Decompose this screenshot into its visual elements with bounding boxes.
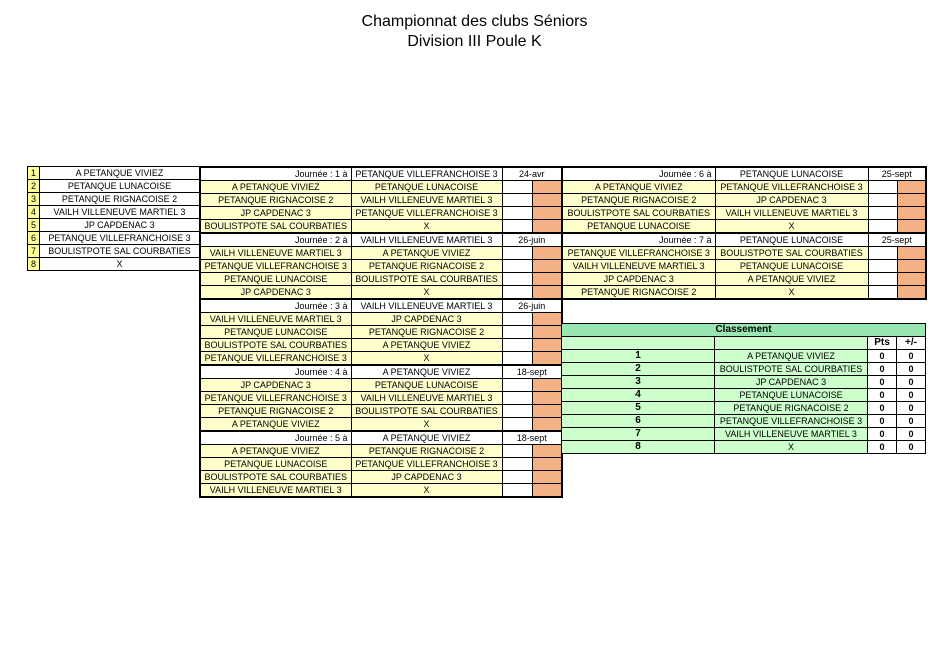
ranking-team: PETANQUE VILLEFRANCHOISE 3: [715, 415, 868, 428]
ranking-team: VAILH VILLENEUVE MARTIEL 3: [715, 428, 868, 441]
journee-host: PETANQUE VILLEFRANCHOISE 3: [351, 167, 502, 181]
club-number: 4: [28, 206, 40, 219]
ranking-rank: 4: [562, 389, 715, 402]
match-home-team: PETANQUE VILLEFRANCHOISE 3: [200, 352, 351, 366]
club-row: [28, 180, 200, 193]
match-away-team: A PETANQUE VIVIEZ: [351, 247, 502, 260]
ranking-rank: 5: [562, 402, 715, 415]
match-away-team: X: [351, 418, 502, 432]
ranking-rank: 1: [562, 350, 715, 363]
ranking-team: X: [715, 441, 868, 454]
journee-date: 25-sept: [868, 233, 926, 247]
match-score-home: [502, 313, 532, 326]
match-row: [200, 207, 562, 220]
match-score-away: [532, 379, 562, 392]
match-away-team: VAILH VILLENEUVE MARTIEL 3: [715, 207, 868, 220]
ranking-points: 0: [868, 441, 897, 454]
ranking-table: [561, 323, 926, 454]
journee-date: 18-sept: [502, 365, 562, 379]
ranking-row: [562, 415, 926, 428]
match-row: [200, 181, 562, 194]
club-number: 6: [28, 232, 40, 245]
match-home-team: VAILH VILLENEUVE MARTIEL 3: [200, 313, 351, 326]
match-score-home: [868, 273, 897, 286]
match-score-away: [532, 273, 562, 286]
ranking-difference: 0: [897, 376, 926, 389]
club-name: PETANQUE RIGNACOISE 2: [40, 193, 200, 206]
ranking-row: [562, 363, 926, 376]
journee-date: 26-juin: [502, 299, 562, 313]
ranking-rank: 2: [562, 363, 715, 376]
schedule-right-table: [561, 166, 927, 300]
match-away-team: PETANQUE RIGNACOISE 2: [351, 445, 502, 458]
ranking-points: 0: [868, 363, 897, 376]
match-home-team: BOULISTPOTE SAL COURBATIES: [200, 339, 351, 352]
match-row: [200, 484, 562, 498]
match-score-home: [502, 207, 532, 220]
journee-label: Journée : 3 à: [200, 299, 351, 313]
match-away-team: PETANQUE LUNACOISE: [351, 379, 502, 392]
match-away-team: VAILH VILLENEUVE MARTIEL 3: [351, 392, 502, 405]
club-name: VAILH VILLENEUVE MARTIEL 3: [40, 206, 200, 219]
match-row: [562, 207, 926, 220]
page-subtitle: Division III Poule K: [407, 33, 542, 50]
journee-header: [200, 299, 562, 313]
match-score-away: [532, 405, 562, 418]
journee-label: Journée : 6 à: [562, 167, 715, 181]
match-home-team: JP CAPDENAC 3: [562, 273, 715, 286]
club-name: JP CAPDENAC 3: [40, 219, 200, 232]
match-away-team: JP CAPDENAC 3: [715, 194, 868, 207]
match-home-team: JP CAPDENAC 3: [200, 207, 351, 220]
match-score-home: [502, 326, 532, 339]
match-home-team: BOULISTPOTE SAL COURBATIES: [562, 207, 715, 220]
match-away-team: BOULISTPOTE SAL COURBATIES: [715, 247, 868, 260]
ranking-row: [562, 376, 926, 389]
match-home-team: PETANQUE VILLEFRANCHOISE 3: [200, 392, 351, 405]
match-home-team: VAILH VILLENEUVE MARTIEL 3: [200, 247, 351, 260]
match-score-away: [532, 458, 562, 471]
match-score-home: [868, 194, 897, 207]
match-home-team: PETANQUE LUNACOISE: [562, 220, 715, 234]
match-score-away: [897, 260, 926, 273]
match-score-away: [532, 445, 562, 458]
ranking-difference: 0: [897, 389, 926, 402]
ranking-points: 0: [868, 389, 897, 402]
match-away-team: PETANQUE VILLEFRANCHOISE 3: [351, 458, 502, 471]
match-away-team: X: [351, 286, 502, 300]
match-home-team: PETANQUE LUNACOISE: [200, 458, 351, 471]
ranking-team: PETANQUE LUNACOISE: [715, 389, 868, 402]
match-score-away: [532, 471, 562, 484]
match-home-team: A PETANQUE VIVIEZ: [562, 181, 715, 194]
match-away-team: A PETANQUE VIVIEZ: [715, 273, 868, 286]
club-number: 5: [28, 219, 40, 232]
ranking-team: JP CAPDENAC 3: [715, 376, 868, 389]
journee-label: Journée : 1 à: [200, 167, 351, 181]
match-home-team: JP CAPDENAC 3: [200, 379, 351, 392]
ranking-points: 0: [868, 415, 897, 428]
ranking-rank: 3: [562, 376, 715, 389]
match-away-team: JP CAPDENAC 3: [351, 471, 502, 484]
match-home-team: VAILH VILLENEUVE MARTIEL 3: [200, 484, 351, 498]
journee-date: 25-sept: [868, 167, 926, 181]
ranking-difference: 0: [897, 402, 926, 415]
journee-host: A PETANQUE VIVIEZ: [351, 431, 502, 445]
match-away-team: BOULISTPOTE SAL COURBATIES: [351, 405, 502, 418]
match-row: [200, 326, 562, 339]
club-row: [28, 232, 200, 245]
match-home-team: BOULISTPOTE SAL COURBATIES: [200, 220, 351, 234]
match-score-home: [868, 286, 897, 300]
match-score-away: [897, 286, 926, 300]
match-score-away: [532, 313, 562, 326]
match-score-home: [502, 484, 532, 498]
journee-header: [200, 167, 562, 181]
match-row: [200, 220, 562, 234]
ranking-difference: 0: [897, 415, 926, 428]
match-score-away: [532, 286, 562, 300]
match-score-away: [532, 194, 562, 207]
match-row: [200, 247, 562, 260]
club-row: [28, 258, 200, 271]
match-score-home: [502, 471, 532, 484]
ranking-points: 0: [868, 428, 897, 441]
club-number: 7: [28, 245, 40, 258]
match-row: [200, 352, 562, 366]
club-row: [28, 193, 200, 206]
match-score-away: [532, 418, 562, 432]
club-name: PETANQUE LUNACOISE: [40, 180, 200, 193]
match-score-home: [502, 194, 532, 207]
match-row: [562, 247, 926, 260]
match-score-away: [532, 260, 562, 273]
match-away-team: BOULISTPOTE SAL COURBATIES: [351, 273, 502, 286]
match-row: [200, 392, 562, 405]
match-row: [200, 286, 562, 300]
club-row: [28, 219, 200, 232]
match-score-away: [532, 339, 562, 352]
journee-host: PETANQUE LUNACOISE: [715, 233, 868, 247]
journee-header: [200, 365, 562, 379]
match-home-team: PETANQUE RIGNACOISE 2: [200, 405, 351, 418]
match-home-team: A PETANQUE VIVIEZ: [200, 418, 351, 432]
ranking-rank: 7: [562, 428, 715, 441]
match-row: [562, 181, 926, 194]
match-home-team: VAILH VILLENEUVE MARTIEL 3: [562, 260, 715, 273]
match-score-away: [532, 207, 562, 220]
match-row: [200, 405, 562, 418]
match-score-home: [502, 392, 532, 405]
ranking-difference: 0: [897, 441, 926, 454]
match-score-home: [502, 339, 532, 352]
match-home-team: JP CAPDENAC 3: [200, 286, 351, 300]
ranking-difference: 0: [897, 350, 926, 363]
match-score-home: [502, 220, 532, 234]
match-score-home: [502, 418, 532, 432]
match-score-home: [868, 260, 897, 273]
match-score-home: [868, 207, 897, 220]
match-home-team: PETANQUE VILLEFRANCHOISE 3: [562, 247, 715, 260]
match-score-away: [532, 352, 562, 366]
match-score-away: [897, 273, 926, 286]
match-away-team: JP CAPDENAC 3: [351, 313, 502, 326]
match-away-team: PETANQUE VILLEFRANCHOISE 3: [351, 207, 502, 220]
journee-header: [200, 431, 562, 445]
match-score-away: [532, 392, 562, 405]
club-number: 8: [28, 258, 40, 271]
match-home-team: PETANQUE RIGNACOISE 2: [562, 194, 715, 207]
match-score-home: [502, 273, 532, 286]
journee-host: A PETANQUE VIVIEZ: [351, 365, 502, 379]
ranking-row: [562, 402, 926, 415]
match-score-home: [502, 458, 532, 471]
ranking-rank: 8: [562, 441, 715, 454]
match-away-team: A PETANQUE VIVIEZ: [351, 339, 502, 352]
match-score-away: [532, 181, 562, 194]
match-score-home: [502, 352, 532, 366]
journee-date: 26-juin: [502, 233, 562, 247]
clubs-table: [27, 166, 200, 271]
match-away-team: PETANQUE RIGNACOISE 2: [351, 260, 502, 273]
match-row: [562, 220, 926, 234]
match-score-home: [502, 181, 532, 194]
ranking-row: [562, 389, 926, 402]
match-away-team: PETANQUE LUNACOISE: [351, 181, 502, 194]
journee-host: VAILH VILLENEUVE MARTIEL 3: [351, 233, 502, 247]
match-row: [200, 471, 562, 484]
ranking-difference: 0: [897, 428, 926, 441]
match-score-away: [897, 181, 926, 194]
match-home-team: A PETANQUE VIVIEZ: [200, 445, 351, 458]
match-score-away: [532, 484, 562, 498]
ranking-points: 0: [868, 350, 897, 363]
ranking-team: PETANQUE RIGNACOISE 2: [715, 402, 868, 415]
ranking-row: [562, 441, 926, 454]
match-score-home: [502, 247, 532, 260]
ranking-team: A PETANQUE VIVIEZ: [715, 350, 868, 363]
club-row: [28, 167, 200, 180]
ranking-rank: 6: [562, 415, 715, 428]
journee-header: [200, 233, 562, 247]
ranking-row: [562, 350, 926, 363]
match-row: [200, 260, 562, 273]
ranking-diff-header: +/-: [897, 337, 926, 350]
match-row: [562, 273, 926, 286]
match-score-away: [897, 194, 926, 207]
match-score-away: [897, 247, 926, 260]
ranking-pts-header: Pts: [868, 337, 897, 350]
match-score-home: [868, 181, 897, 194]
journee-label: Journée : 4 à: [200, 365, 351, 379]
match-score-home: [502, 405, 532, 418]
match-score-away: [532, 326, 562, 339]
journee-host: PETANQUE LUNACOISE: [715, 167, 868, 181]
match-score-away: [897, 220, 926, 234]
journee-date: 24-avr: [502, 167, 562, 181]
ranking-points: 0: [868, 402, 897, 415]
club-name: BOULISTPOTE SAL COURBATIES: [40, 245, 200, 258]
match-row: [200, 379, 562, 392]
match-score-away: [532, 220, 562, 234]
match-away-team: X: [351, 220, 502, 234]
match-away-team: PETANQUE RIGNACOISE 2: [351, 326, 502, 339]
ranking-row: [562, 428, 926, 441]
match-home-team: PETANQUE LUNACOISE: [200, 326, 351, 339]
match-away-team: X: [715, 220, 868, 234]
match-home-team: PETANQUE LUNACOISE: [200, 273, 351, 286]
ranking-points: 0: [868, 376, 897, 389]
match-score-home: [502, 286, 532, 300]
match-row: [200, 418, 562, 432]
club-number: 3: [28, 193, 40, 206]
match-away-team: PETANQUE VILLEFRANCHOISE 3: [715, 181, 868, 194]
match-away-team: X: [351, 352, 502, 366]
ranking-title: Classement: [562, 324, 926, 337]
match-row: [200, 194, 562, 207]
ranking-difference: 0: [897, 363, 926, 376]
club-number: 2: [28, 180, 40, 193]
match-home-team: A PETANQUE VIVIEZ: [200, 181, 351, 194]
match-score-away: [532, 247, 562, 260]
journee-header: [562, 233, 926, 247]
page-title: Championnat des clubs Séniors: [361, 13, 588, 30]
match-home-team: PETANQUE VILLEFRANCHOISE 3: [200, 260, 351, 273]
match-row: [562, 260, 926, 273]
journee-host: VAILH VILLENEUVE MARTIEL 3: [351, 299, 502, 313]
match-score-home: [868, 247, 897, 260]
match-row: [200, 445, 562, 458]
match-score-away: [897, 207, 926, 220]
journee-header: [562, 167, 926, 181]
match-row: [200, 458, 562, 471]
match-score-home: [502, 260, 532, 273]
schedule-left-table: [199, 166, 563, 498]
journee-label: Journée : 5 à: [200, 431, 351, 445]
match-row: [562, 286, 926, 300]
match-away-team: PETANQUE LUNACOISE: [715, 260, 868, 273]
match-away-team: VAILH VILLENEUVE MARTIEL 3: [351, 194, 502, 207]
match-row: [200, 313, 562, 326]
club-name: X: [40, 258, 200, 271]
club-row: [28, 206, 200, 219]
club-name: PETANQUE VILLEFRANCHOISE 3: [40, 232, 200, 245]
journee-label: Journée : 7 à: [562, 233, 715, 247]
journee-date: 18-sept: [502, 431, 562, 445]
match-home-team: BOULISTPOTE SAL COURBATIES: [200, 471, 351, 484]
match-score-home: [502, 445, 532, 458]
match-away-team: X: [715, 286, 868, 300]
ranking-team: BOULISTPOTE SAL COURBATIES: [715, 363, 868, 376]
club-number: 1: [28, 167, 40, 180]
match-home-team: PETANQUE RIGNACOISE 2: [562, 286, 715, 300]
match-row: [562, 194, 926, 207]
club-row: [28, 245, 200, 258]
match-score-home: [502, 379, 532, 392]
match-row: [200, 339, 562, 352]
journee-label: Journée : 2 à: [200, 233, 351, 247]
match-row: [200, 273, 562, 286]
match-away-team: X: [351, 484, 502, 498]
match-home-team: PETANQUE RIGNACOISE 2: [200, 194, 351, 207]
match-score-home: [868, 220, 897, 234]
club-name: A PETANQUE VIVIEZ: [40, 167, 200, 180]
